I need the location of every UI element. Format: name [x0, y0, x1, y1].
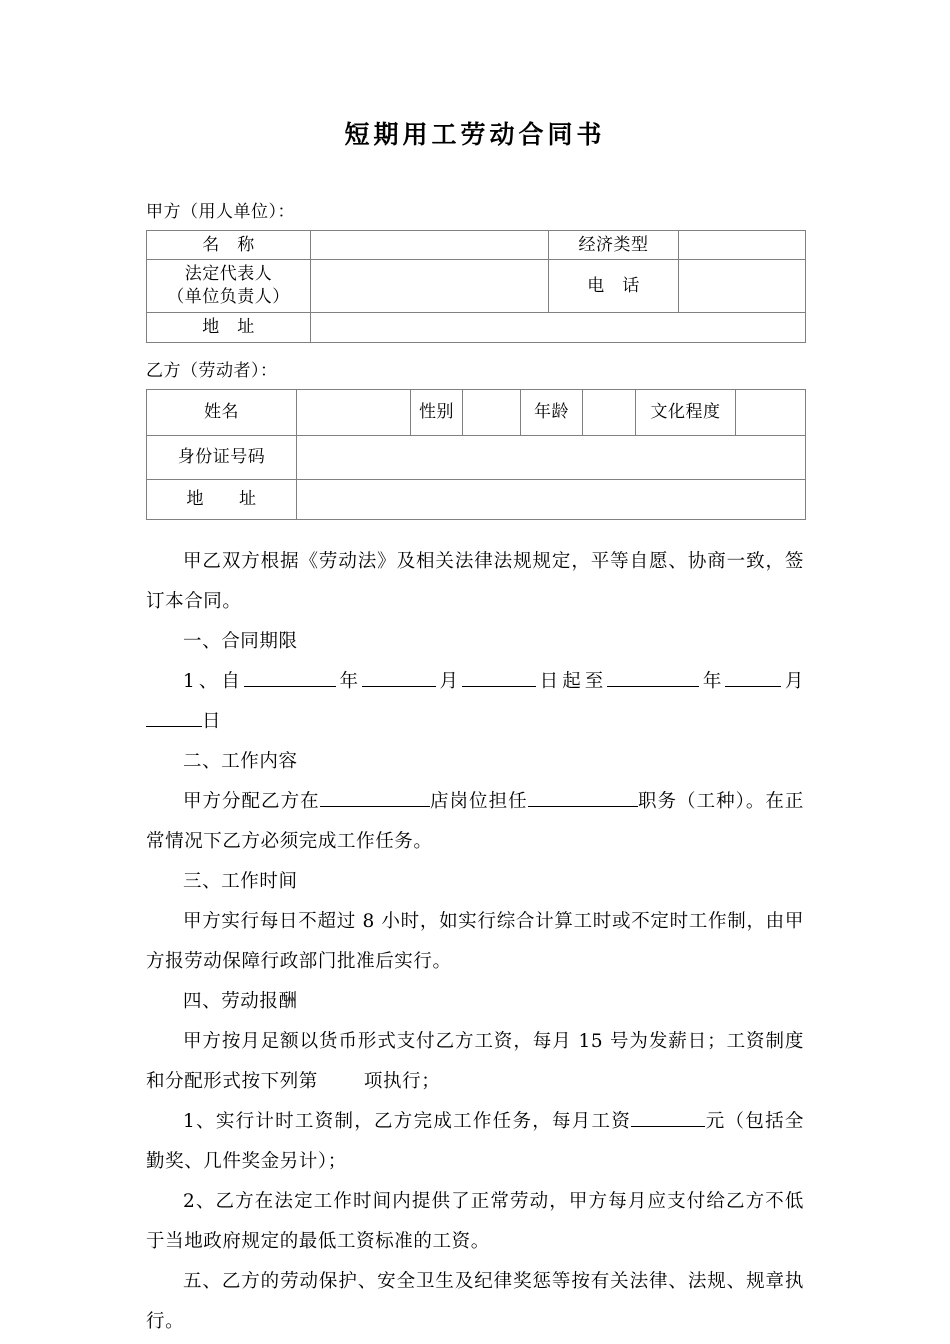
phone-label: 电 话	[549, 260, 679, 313]
monthly-wage-blank[interactable]	[631, 1126, 705, 1127]
employee-name-label: 姓名	[147, 389, 297, 435]
end-month-blank[interactable]	[725, 686, 781, 687]
table-row	[147, 313, 806, 343]
employer-info-table	[146, 230, 806, 344]
table-row	[147, 435, 806, 479]
section-3-heading: 三、工作时间	[183, 870, 298, 892]
employee-address-value[interactable]	[297, 479, 806, 519]
gender-value[interactable]	[463, 389, 521, 435]
id-number-label: 身份证号码	[147, 435, 297, 479]
education-value[interactable]	[736, 389, 806, 435]
s4-text-b: 项执行；	[363, 1070, 441, 1092]
s4-item1-text-b: 元（包括全勤奖、几件奖金另计）；	[146, 1110, 804, 1172]
party-a-label: 甲方（用人单位）：	[146, 202, 295, 222]
education-label: 文化程度	[636, 389, 736, 435]
position-blank[interactable]	[528, 806, 638, 807]
section-1-item-1	[146, 662, 804, 742]
legal-rep-label-line2: （单位负责人）	[167, 287, 290, 308]
section-1-heading: 一、合同期限	[183, 630, 298, 652]
legal-rep-value[interactable]	[311, 260, 549, 313]
phone-value[interactable]	[679, 260, 806, 313]
table-row	[147, 230, 806, 260]
store-blank[interactable]	[320, 806, 430, 807]
id-number-value[interactable]	[297, 435, 806, 479]
s2-text-b: 店岗位担任	[429, 790, 528, 812]
section-2-paragraph	[146, 782, 804, 862]
employee-address-label: 地 址	[147, 479, 297, 519]
start-year-blank[interactable]	[244, 686, 336, 687]
s1-text-g: 日	[202, 710, 222, 732]
s2-text-c: 职务（工种）。在正常情况下乙方必须完成工作任务。	[146, 790, 804, 852]
end-year-blank[interactable]	[607, 686, 699, 687]
s1-text-e: 年	[699, 670, 726, 692]
page-title: 短期用工劳动合同书	[344, 120, 606, 149]
table-row	[147, 260, 806, 313]
section-4-item-2: 2、乙方在法定工作时间内提供了正常劳动，甲方每月应支付给乙方不低于当地政府规定的最低工资标准的工资。	[146, 1190, 804, 1252]
age-label: 年龄	[521, 389, 583, 435]
employer-address-value[interactable]	[311, 313, 806, 343]
preamble-paragraph: 甲乙双方根据《劳动法》及相关法律法规规定，平等自愿、协商一致，签订本合同。	[146, 550, 804, 612]
employee-name-value[interactable]	[297, 389, 411, 435]
s1-text-b: 年	[336, 670, 363, 692]
section-4-heading: 四、劳动报酬	[183, 990, 298, 1012]
s4-text-a: 甲方按月足额以货币形式支付乙方工资，每月 15 号为发薪日；工资制度和分配形式按下列第	[146, 1030, 804, 1092]
section-3-paragraph: 甲方实行每日不超过 8 小时，如实行综合计算工时或不定时工作制，由甲方报劳动保障行政部门批准后实行。	[146, 910, 804, 972]
section-4-item-1	[146, 1102, 804, 1182]
start-month-blank[interactable]	[362, 686, 436, 687]
legal-rep-label-line1: 法定代表人	[184, 264, 273, 285]
end-day-blank[interactable]	[146, 726, 202, 727]
s1-text-c: 月	[436, 670, 463, 692]
party-b-label: 乙方（劳动者）：	[146, 361, 278, 382]
employee-info-table	[146, 389, 806, 520]
employer-name-value[interactable]	[311, 230, 549, 260]
table-row	[147, 389, 806, 435]
section-4-paragraph	[146, 1022, 804, 1102]
age-value[interactable]	[583, 389, 636, 435]
employer-address-label: 地 址	[147, 313, 311, 343]
section-2-heading: 二、工作内容	[183, 750, 298, 772]
start-day-blank[interactable]	[462, 686, 536, 687]
s1-text-a: 1、自	[183, 670, 245, 692]
s4-item1-text-a: 1、实行计时工资制，乙方完成工作任务，每月工资	[183, 1110, 632, 1132]
employer-name-label: 名 称	[147, 230, 311, 260]
s2-text-a: 甲方分配乙方在	[183, 790, 320, 812]
economic-type-label: 经济类型	[549, 230, 679, 260]
s1-text-d: 日起至	[536, 670, 608, 692]
economic-type-value[interactable]	[679, 230, 806, 260]
table-row	[147, 479, 806, 519]
section-5-paragraph: 五、乙方的劳动保护、安全卫生及纪律奖惩等按有关法律、法规、规章执行。	[146, 1270, 804, 1332]
legal-rep-label	[147, 260, 311, 313]
gender-label: 性别	[411, 389, 463, 435]
s1-text-f: 月	[781, 670, 804, 692]
